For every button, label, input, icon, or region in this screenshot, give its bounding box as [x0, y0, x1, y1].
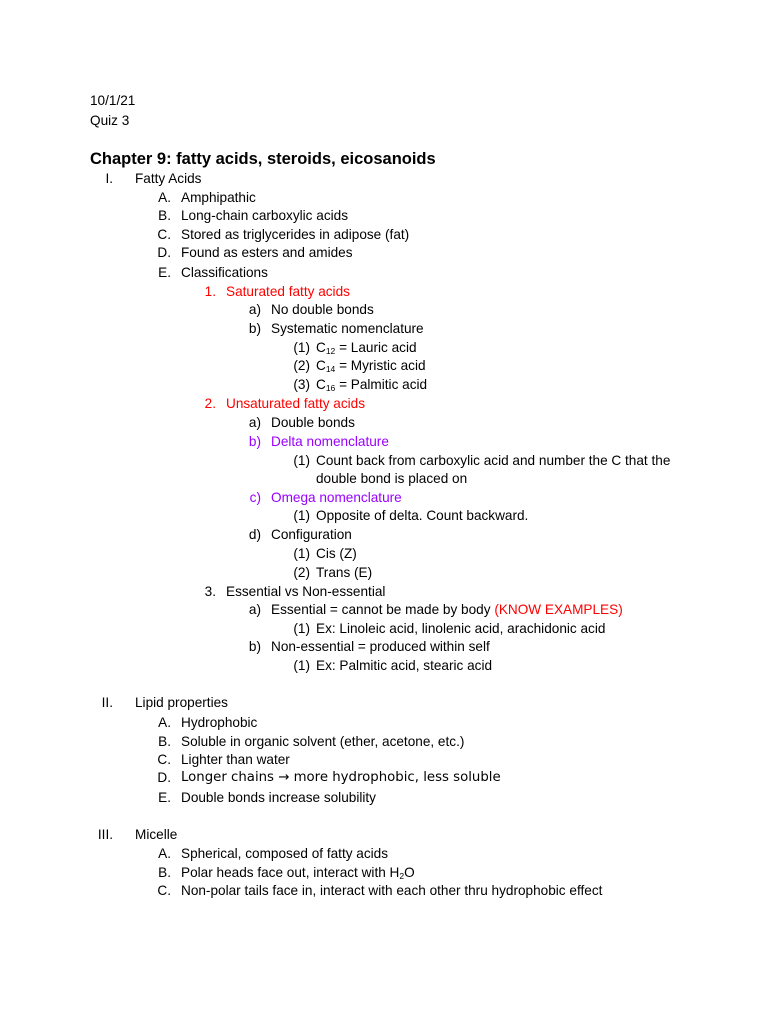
section-3-number: III.: [97, 827, 113, 842]
section-1-label: Fatty Acids: [135, 171, 202, 186]
know-examples-note: (KNOW EXAMPLES): [494, 602, 623, 617]
chapter-title: Chapter 9: fatty acids, steroids, eicosanoids: [90, 150, 436, 168]
section-1-number: I.: [105, 171, 113, 186]
date: 10/1/21: [90, 93, 136, 108]
section-2-number: II.: [101, 695, 113, 710]
section-3-label: Micelle: [135, 827, 178, 842]
section-2-label: Lipid properties: [135, 695, 228, 710]
quiz-label: Quiz 3: [90, 113, 130, 128]
